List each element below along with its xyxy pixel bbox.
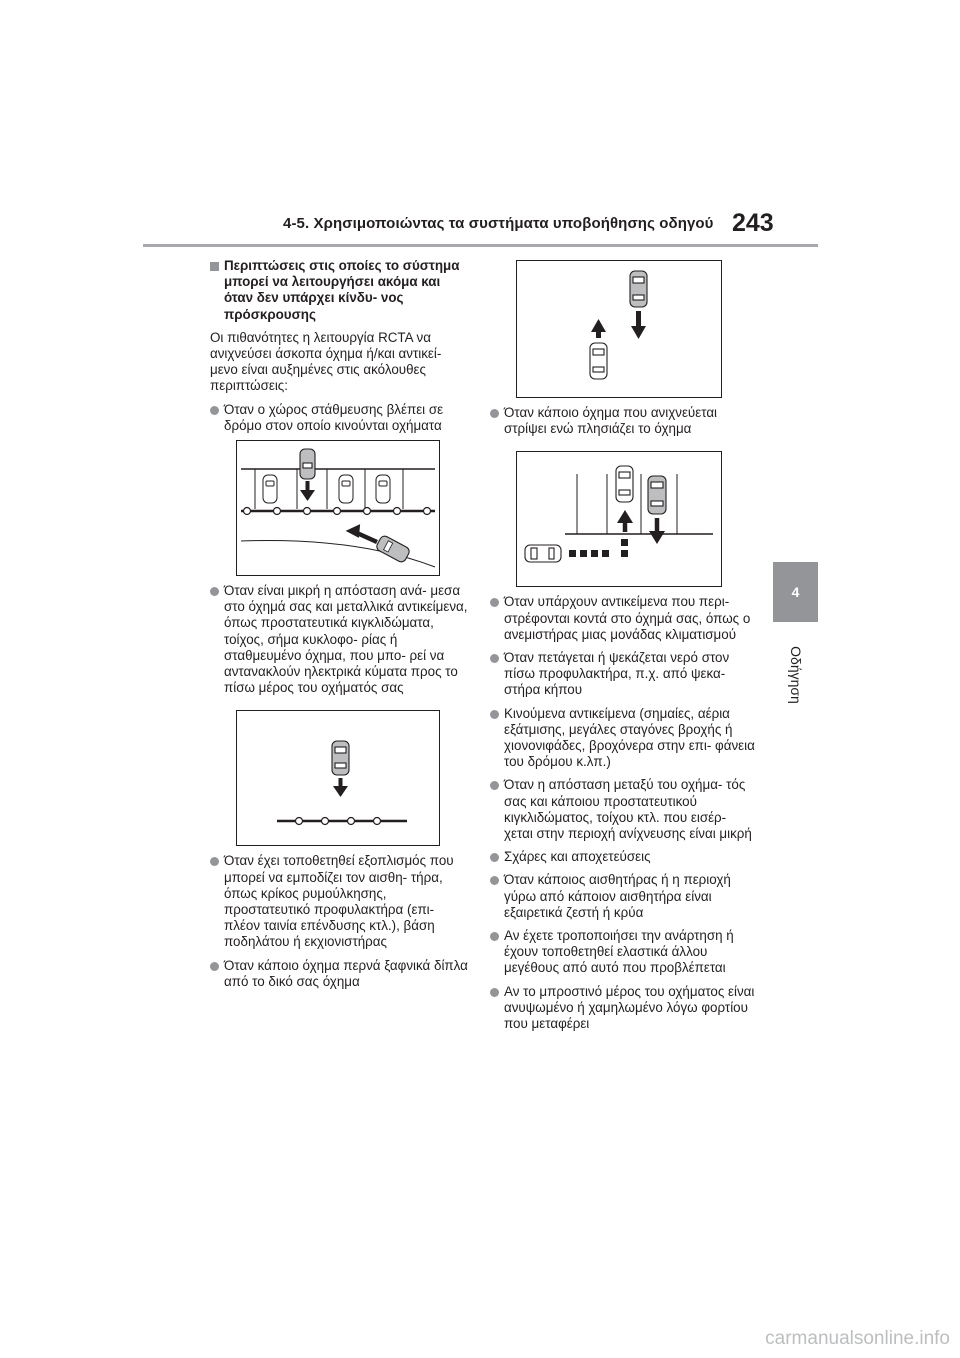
list-item-text: Σχάρες και αποχετεύσεις	[504, 849, 651, 865]
grey-dot-icon	[490, 932, 499, 941]
grey-dot-icon	[490, 710, 499, 719]
left-column	[210, 252, 472, 990]
list-item-text: Όταν είναι μικρή η απόσταση ανά- μεσα στο όχημά σας και μεταλλικά αντικείμενα, όπως προστατευτικά κιγκλιδώματα, τοίχος, σήμα κυκλοφο- ρίας ή σταθμευμένο όχημα, που μπο- ρεί να αντανακλούν ηλεκτρικά κύματα προς το πίσω μέρος του οχήματός σας	[224, 583, 468, 696]
list-item	[490, 872, 758, 921]
chapter-tab-label-text: Οδήγηση	[788, 646, 804, 704]
grey-dot-icon	[210, 962, 219, 971]
grey-dot-icon	[210, 587, 219, 596]
grey-dot-icon	[490, 409, 499, 418]
illustration-parking-facing-road	[236, 440, 440, 576]
list-item-text: Όταν ο χώρος στάθμευσης βλέπει σε δρόμο στον οποίο κινούνται οχήματα	[224, 401, 444, 433]
illustration-vehicle-turning	[516, 260, 722, 398]
list-item	[490, 650, 758, 699]
header-title: 4-5. Χρησιμοποιώντας τα συστήματα υποβοήθησης οδηγού	[283, 215, 714, 232]
list-item	[210, 958, 472, 990]
header-divider	[143, 244, 818, 247]
grey-dot-icon	[490, 876, 499, 885]
section-heading	[210, 258, 472, 323]
list-item	[490, 849, 758, 865]
grey-dot-icon	[490, 988, 499, 997]
list-item	[490, 984, 758, 1033]
list-item-text: Όταν κάποιο όχημα που ανιχνεύεται στρίψει ενώ πλησιάζει το όχημα	[504, 405, 718, 437]
list-item-text: Όταν κάποιος αισθητήρας ή η περιοχή γύρω από κάποιον αισθητήρα είναι εξαιρετικά ζεστή ή κρύα	[504, 872, 731, 920]
list-item	[490, 928, 758, 977]
section-heading-text: Περιπτώσεις στις οποίες το σύστημα μπορεί να λειτουργήσει ακόμα και όταν δεν υπάρχει κίνδυ- νος πρόσκρουσης	[224, 258, 460, 322]
list-item-text: Όταν η απόσταση μεταξύ του οχήμα- τός σας και κάποιου προστατευτικού κιγκλιδώματος, τοίχου κτλ. που εισέρ- χεται στην περιοχή ανίχνευσης είναι μικρή	[504, 777, 752, 842]
list-item	[490, 706, 758, 771]
watermark[interactable]: carmanualsonline.info	[765, 1328, 950, 1349]
illustration-parking-facing-road-svg	[237, 441, 439, 575]
illustration-approaching-vehicle	[516, 451, 722, 587]
list-item-text: Όταν πετάγεται ή ψεκάζεται νερό στον πίσω προφυλακτήρα, π.χ. από ψεκα- στήρα κήπου	[504, 650, 730, 698]
intro-paragraph: Οι πιθανότητες η λειτουργία RCTA να ανιχνεύσει άσκοπα όχημα ή/και αντικεί- μενο είναι αυξημένες στις ακόλουθες περιπτώσεις:	[210, 329, 442, 394]
list-item	[490, 594, 758, 643]
right-column	[490, 252, 758, 1032]
grey-dot-icon	[210, 857, 219, 866]
list-item	[210, 853, 472, 950]
grey-dot-icon	[490, 598, 499, 607]
grey-dot-icon	[490, 654, 499, 663]
illustration-approaching-vehicle-svg	[517, 452, 721, 586]
list-item	[490, 405, 758, 437]
illustration-vehicle-turning-svg	[517, 261, 721, 397]
grey-square-icon	[210, 262, 219, 271]
list-item-text: Όταν έχει τοποθετηθεί εξοπλισμός που μπορεί να εμποδίζει τον αισθη- τήρα, όπως κρίκος ρυμούλκησης, προστατευτικό προφυλακτήρα (επι- πλέον ταινία επένδυσης κτλ.), βάση ποδηλάτου ή εκχιονιστήρας	[224, 853, 454, 950]
illustration-guard-rail-behind-svg	[237, 711, 439, 845]
list-item-text: Όταν κάποιο όχημα περνά ξαφνικά δίπλα από το δικό σας όχημα	[224, 957, 468, 989]
grey-dot-icon	[210, 406, 219, 415]
grey-dot-icon	[490, 781, 499, 790]
chapter-tab-number: 4	[773, 562, 818, 622]
list-item-text: Αν το μπροστινό μέρος του οχήματος είναι ανυψωμένο ή χαμηλωμένο λόγω φορτίου που μεταφέρει	[504, 983, 755, 1032]
list-item-text: Όταν υπάρχουν αντικείμενα που περι- στρέφονται κοντά στο όχημά σας, όπως ο ανεμιστήρας μιας μονάδας κλιματισμού	[504, 594, 751, 642]
chapter-tab-label	[777, 630, 815, 720]
grey-dot-icon	[490, 853, 499, 862]
illustration-guard-rail-behind	[236, 710, 440, 846]
list-item-text: Αν έχετε τροποποιήσει την ανάρτηση ή έχουν τοποθετηθεί ελαστικά άλλου μεγέθους από αυτό που προβλέπεται	[504, 928, 734, 976]
list-item-text: Κινούμενα αντικείμενα (σημαίες, αέρια εξάτμισης, μεγάλες σταγόνες βροχής ή χιονονιφάδες, βροχόνερα στην επι- φάνεια του δρόμου κ.λπ.)	[504, 705, 755, 770]
list-item	[210, 583, 472, 696]
list-item	[490, 777, 758, 842]
page-number: 243	[732, 209, 774, 237]
list-item	[210, 402, 472, 434]
